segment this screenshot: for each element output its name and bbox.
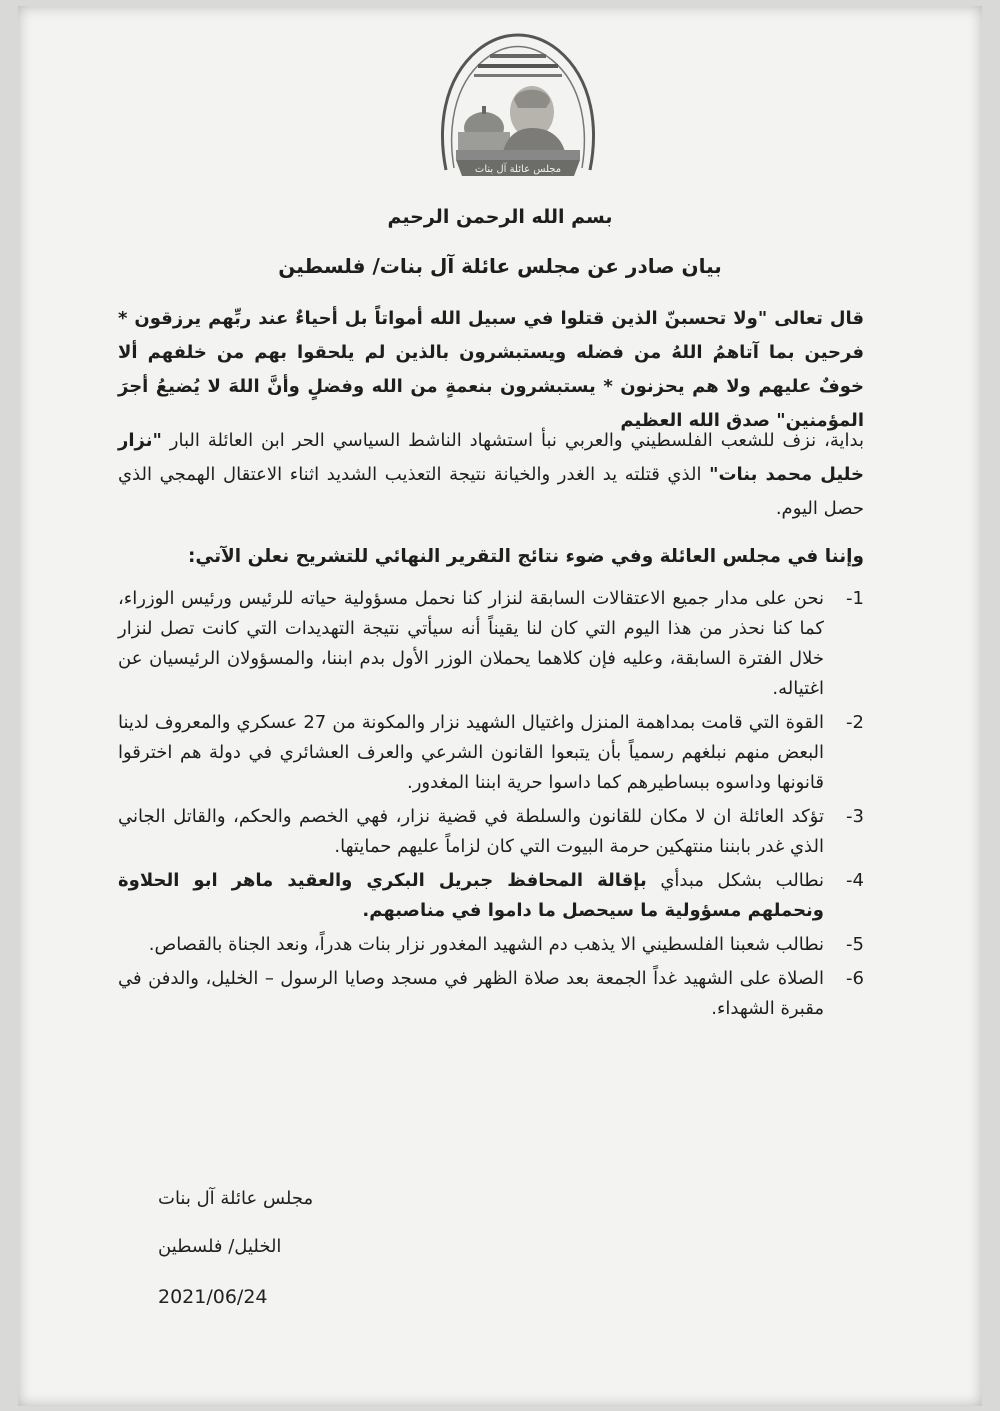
item-text: الصلاة على الشهيد غداً الجمعة بعد صلاة الظهر في مسجد وصايا الرسول – الخليل، والدفن في مقبرة الشهداء. bbox=[118, 968, 824, 1019]
signature-date: 2021/06/24 bbox=[158, 1286, 268, 1308]
intro-text-end: الذي قتلته يد الغدر والخيانة نتيجة التعذيب الشديد اثناء الاعتقال الهمجي الذي حصل اليوم. bbox=[118, 464, 864, 519]
signature-place: الخليل/ فلسطين bbox=[158, 1236, 282, 1257]
item-text: نطالب شعبنا الفلسطيني الا يذهب دم الشهيد المغدور نزار بنات هدراً، ونعد الجناة بالقصاص. bbox=[148, 934, 824, 955]
list-item bbox=[118, 802, 864, 862]
item-number: 2- bbox=[846, 712, 864, 733]
list-item bbox=[118, 964, 864, 1024]
quran-verse: قال تعالى "ولا تحسبنّ الذين قتلوا في سبيل الله أمواتاً بل أحياءٌ عند ربِّهم يرزقون * فرحين بما آتاهمُ اللهُ من فضله ويستبشرون بالذين لم يلحقوا بهم من خلفهم ألا خوفٌ عليهم ولا هم يحزنون * يستبشرون بنعمةٍ من الله وفضلٍ وأنَّ اللهَ لا يُضيعُ أجرَ المؤمنين" صدق الله العظيم bbox=[118, 308, 864, 431]
item-number: 1- bbox=[846, 588, 864, 609]
item-text-bold: بإقالة المحافظ جبريل البكري والعقيد ماهر ابو الحلاوة ونحملهم مسؤولية ما سيحصل ما داموا في مناصبهم. bbox=[118, 870, 824, 921]
family-council-logo bbox=[428, 20, 608, 196]
item-number: 6- bbox=[846, 968, 864, 989]
intro-paragraph bbox=[118, 424, 864, 526]
item-number: 3- bbox=[846, 806, 864, 827]
martyr-name: "نزار خليل محمد بنات" bbox=[118, 430, 864, 485]
item-number: 5- bbox=[846, 934, 864, 955]
list-item bbox=[118, 708, 864, 798]
basmala-heading: بسم الله الرحمن الرحيم bbox=[387, 206, 613, 228]
logo-banner-text: مجلس عائلة آل بنات bbox=[474, 164, 562, 175]
item-text-plain: نطالب بشكل مبدأي bbox=[646, 870, 824, 891]
list-item bbox=[118, 866, 864, 926]
document-page bbox=[18, 6, 982, 1406]
item-text: نحن على مدار جميع الاعتقالات السابقة لنزار كنا نحمل مسؤولية حياته للرئيس ورئيس الوزراء، كما كنا نحذر من هذا اليوم التي كان لنا يقيناً أنه سيأتي نتيجة التهديدات التي كانت تصل لنزار خلال الفترة السابقة، وعليه فإن كلاهما يحملان الوزر الأول بدم ابننا، والمسؤولان الرئيسيان عن اغتياله. bbox=[118, 588, 824, 699]
intro-text-start: بداية، نزف للشعب الفلسطيني والعربي نبأ استشهاد الناشط السياسي الحر ابن العائلة البار bbox=[161, 430, 864, 451]
demands-list bbox=[118, 584, 864, 1028]
signature-council: مجلس عائلة آل بنات bbox=[158, 1188, 314, 1209]
list-item bbox=[118, 584, 864, 704]
statement-title: بيان صادر عن مجلس عائلة آل بنات/ فلسطين bbox=[278, 254, 722, 278]
list-item bbox=[118, 930, 864, 960]
item-text: القوة التي قامت بمداهمة المنزل واغتيال الشهيد نزار والمكونة من 27 عسكري والمعروف لدينا البعض منهم نبلغهم رسمياً بأن يتبعوا القانون الشرعي والعرف العشائري في دولة هم اخترقوا قانونها وداسوه ببساطيرهم كما داسوا حرية ابننا المغدور. bbox=[118, 712, 824, 793]
announcement-line: وإننا في مجلس العائلة وفي ضوء نتائج التقرير النهائي للتشريح نعلن الآتي: bbox=[187, 546, 864, 567]
item-text bbox=[118, 866, 824, 926]
item-number: 4- bbox=[846, 870, 864, 891]
item-text: تؤكد العائلة ان لا مكان للقانون والسلطة في قضية نزار، فهي الخصم والحكم، والقاتل الجاني الذي غدر بابننا منتهكين حرمة البيوت التي كان لزاماً عليهم حمايتها. bbox=[118, 806, 824, 857]
